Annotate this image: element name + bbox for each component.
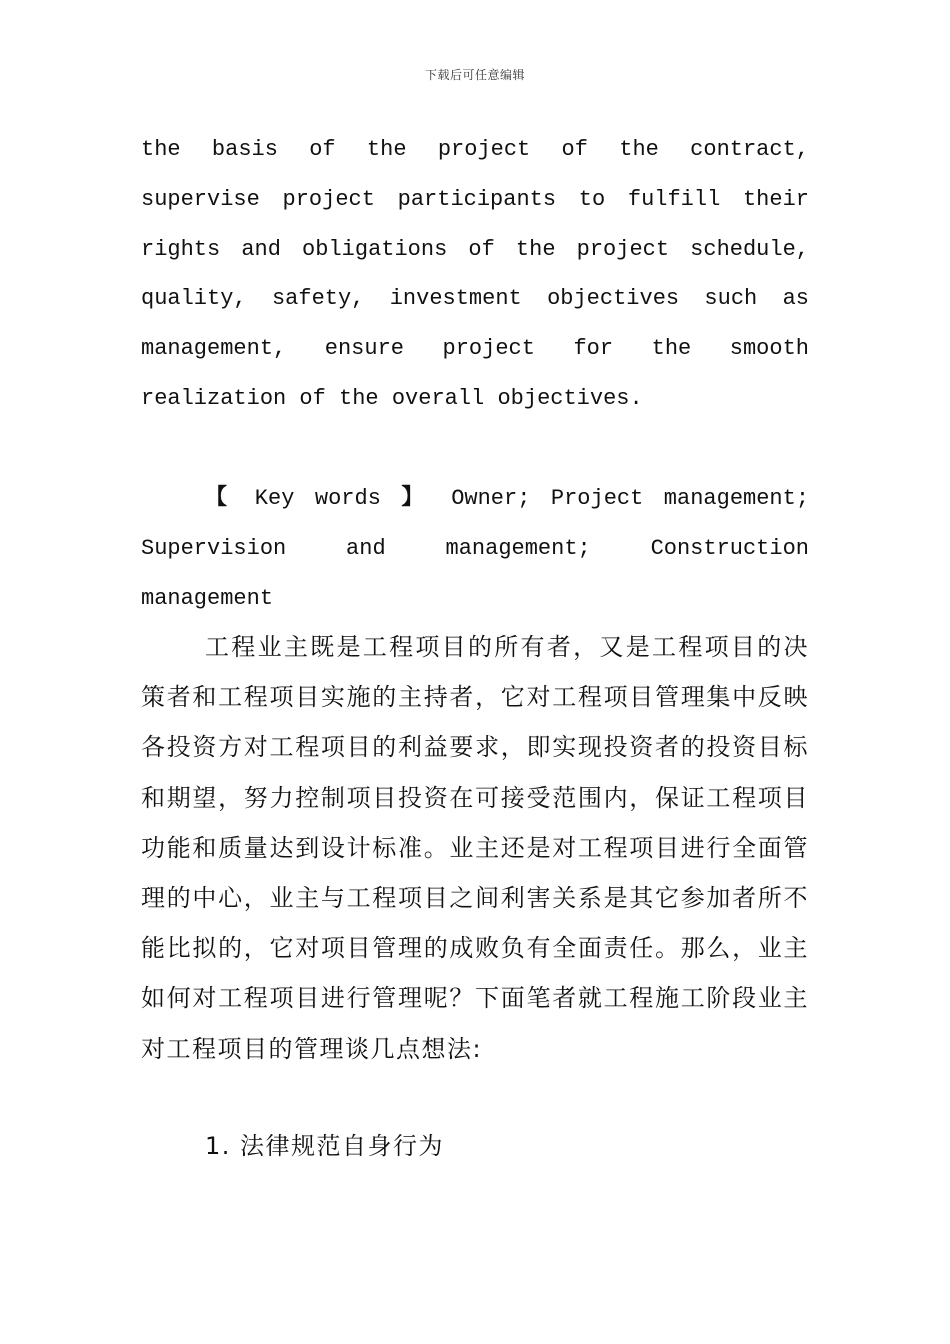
abstract-tail-paragraph: the basis of the project of the contract, supervise project participants to fulfill their rights and obligations of the project schedule, quality, safety, investment objectives such as management, ensure project for the smooth realization of the overall objectives. — [141, 137, 809, 411]
keywords-close-bracket: 】 — [401, 486, 431, 511]
keywords-label: Key words — [254, 486, 381, 511]
section-title: 法律规范自身行为 — [240, 1132, 445, 1160]
body-paragraph: 工程业主既是工程项目的所有者，又是工程项目的决策者和工程项目实施的主持者，它对工程项目管理集中反映各投资方对工程项目的利益要求，即实现投资者的投资目标和期望，努力控制项目投资在可接受范围内，保证工程项目功能和质量达到设计标准。业主还是对工程项目进行全面管理的中心，业主与工程项目之间利害关系是其它参加者所不能比拟的，它对项目管理的成败负有全面责任。那么，业主如何对工程项目进行管理呢？下面笔者就工程施工阶段业主对工程项目的管理谈几点想法: — [141, 633, 809, 1063]
keywords-open-bracket: 【 — [205, 486, 235, 511]
section-heading — [205, 1121, 444, 1171]
keywords-paragraph — [141, 474, 809, 623]
section-number: 1. — [205, 1132, 231, 1160]
page-header-note: 下载后可任意编辑 — [424, 68, 525, 82]
keywords-list: Owner; Project management; Supervision and management; Construction management — [141, 486, 810, 611]
